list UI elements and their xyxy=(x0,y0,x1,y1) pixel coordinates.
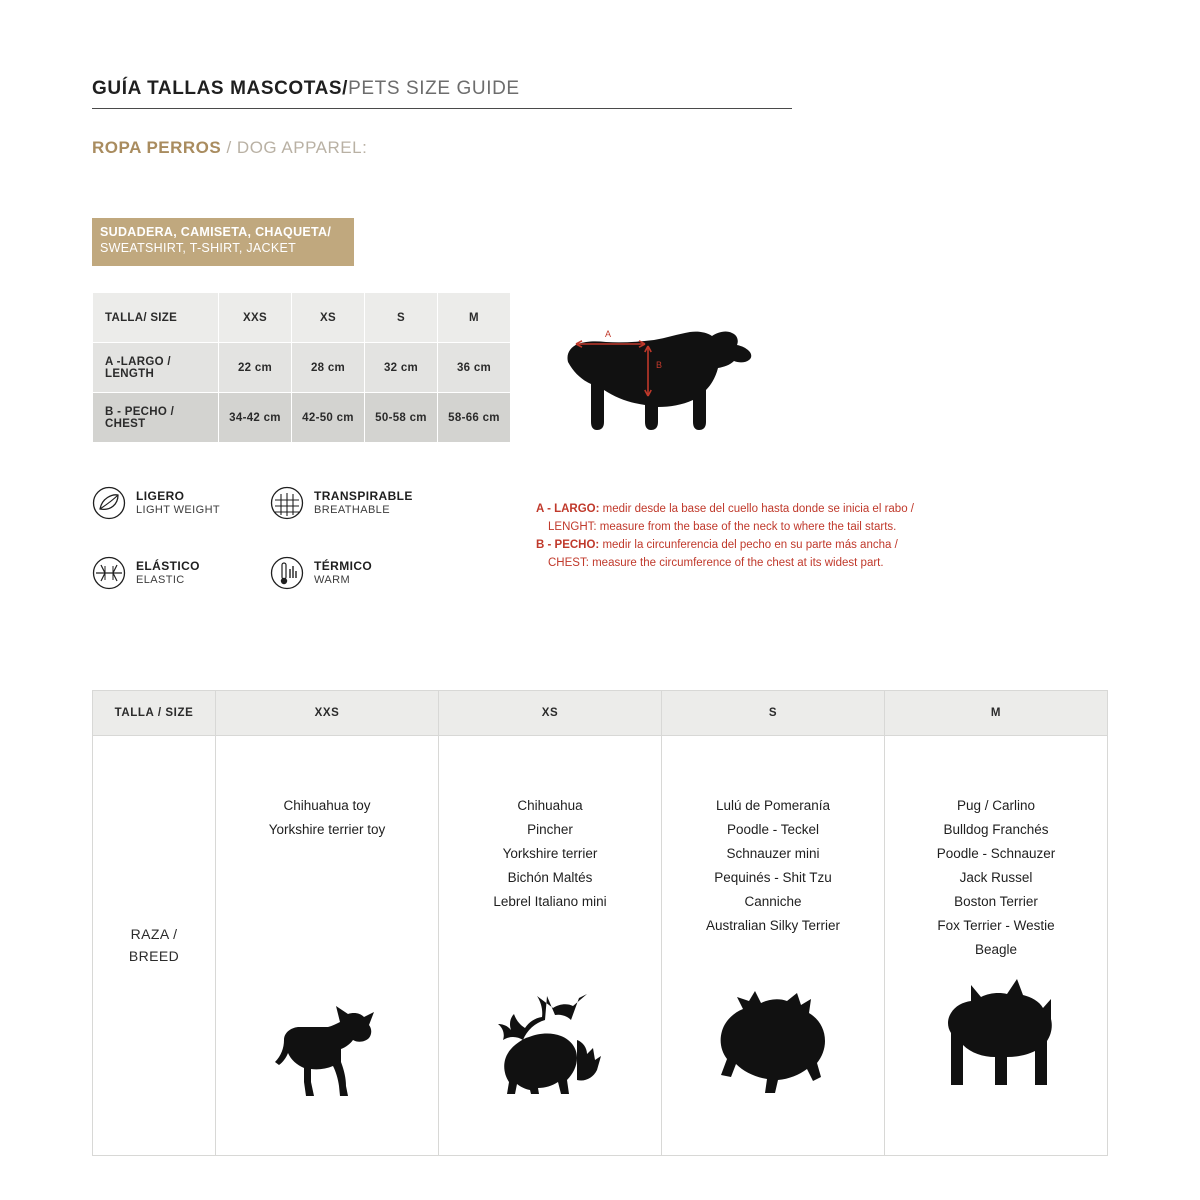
list-item: Yorkshire terrier toy xyxy=(268,822,386,837)
feature-item-breathable xyxy=(270,486,413,520)
measurements-header-m: M xyxy=(438,293,511,343)
instruction-length-term: A - LARGO: xyxy=(536,503,600,515)
list-item: Poodle - Teckel xyxy=(726,822,820,837)
garment-type-banner xyxy=(92,218,354,266)
breed-header-s: S xyxy=(662,691,885,736)
list-item: Poodle - Schnauzer xyxy=(936,846,1056,861)
pomeranian-silhouette xyxy=(663,985,883,1110)
papillon-silhouette xyxy=(440,990,660,1110)
breed-header-m: M xyxy=(885,691,1108,736)
feature-item-warm xyxy=(270,556,372,590)
measurements-length-xxs: 22 cm xyxy=(219,343,292,393)
garment-type-banner-es: SUDADERA, CAMISETA, CHAQUETA/ xyxy=(100,225,332,239)
section-subtitle-en: / DOG APPAREL: xyxy=(221,138,368,157)
measurements-header-label: TALLA/ SIZE xyxy=(93,293,219,343)
measurements-chest-xxs: 34-42 cm xyxy=(219,393,292,443)
list-item: Jack Russel xyxy=(959,870,1033,885)
measurements-length-m: 36 cm xyxy=(438,343,511,393)
table-row xyxy=(93,393,511,443)
measurements-header-s: S xyxy=(365,293,438,343)
feature-label-es: TRANSPIRABLE xyxy=(314,489,413,503)
breed-cell-m xyxy=(885,736,1108,1156)
instruction-length xyxy=(536,500,1006,518)
page-title-es: GUÍA TALLAS MASCOTAS/ xyxy=(92,78,349,99)
list-item: Pequinés - Shit Tzu xyxy=(714,870,832,885)
dog-measurement-diagram xyxy=(530,310,830,460)
table-row xyxy=(93,736,1108,1156)
table-row xyxy=(93,293,511,343)
feature-label-en: BREATHABLE xyxy=(314,504,390,516)
breed-list-xxs xyxy=(217,794,437,842)
list-item: Beagle xyxy=(974,942,1018,957)
dimension-label-a: A xyxy=(604,329,612,339)
measurements-header-xs: XS xyxy=(292,293,365,343)
dimension-label-b: B xyxy=(656,360,663,370)
page-title xyxy=(92,78,792,109)
breed-cell-xs xyxy=(439,736,662,1156)
list-item: Yorkshire terrier xyxy=(502,846,598,861)
measurements-chest-s: 50-58 cm xyxy=(365,393,438,443)
chihuahua-silhouette xyxy=(217,1000,437,1110)
dog-silhouette xyxy=(567,332,751,430)
measurements-length-xs: 28 cm xyxy=(292,343,365,393)
list-item: Pincher xyxy=(527,822,573,837)
elastic-icon xyxy=(92,556,126,590)
measurements-length-s: 32 cm xyxy=(365,343,438,393)
list-item: Bichón Maltés xyxy=(507,870,593,885)
list-item: Lebrel Italiano mini xyxy=(493,894,607,909)
measurements-row-length-label: A -LARGO / LENGTH xyxy=(93,343,219,393)
breed-cell-xxs xyxy=(216,736,439,1156)
breed-table xyxy=(92,690,1108,1156)
section-subtitle-es: ROPA PERROS xyxy=(92,138,222,157)
breed-row-label-line1: RAZA / xyxy=(130,926,178,942)
thermometer-icon xyxy=(270,556,304,590)
list-item: Australian Silky Terrier xyxy=(705,918,841,933)
breed-header-label: TALLA / SIZE xyxy=(93,691,216,736)
breed-list-xs xyxy=(440,794,660,914)
list-item: Schnauzer mini xyxy=(726,846,820,861)
measurements-table xyxy=(92,292,511,443)
breed-list-s xyxy=(663,794,883,938)
feature-label-es: TÉRMICO xyxy=(314,559,373,573)
list-item: Canniche xyxy=(744,894,802,909)
instruction-chest-en: CHEST: measure the circumference of the chest at its widest part. xyxy=(548,557,884,569)
measurement-instructions xyxy=(536,500,1006,572)
table-row xyxy=(93,691,1108,736)
instruction-length-text: medir desde la base del cuello hasta donde se inicia el rabo / xyxy=(599,503,914,515)
breed-cell-s xyxy=(662,736,885,1156)
feature-label-en: LIGHT WEIGHT xyxy=(136,504,221,516)
instruction-chest-term: B - PECHO: xyxy=(536,539,600,551)
list-item: Chihuahua xyxy=(517,798,583,813)
list-item: Fox Terrier - Westie xyxy=(937,918,1055,933)
measurements-row-chest-label: B - PECHO / CHEST xyxy=(93,393,219,443)
feature-label-es: LIGERO xyxy=(136,489,185,503)
page-title-en: PETS SIZE GUIDE xyxy=(348,78,520,99)
measurements-chest-m: 58-66 cm xyxy=(438,393,511,443)
breed-header-xxs: XXS xyxy=(216,691,439,736)
feature-label-en: ELASTIC xyxy=(136,574,185,586)
feature-label-en: WARM xyxy=(314,574,351,586)
measurements-header-xxs: XXS xyxy=(219,293,292,343)
feature-item-light-weight xyxy=(92,486,220,520)
mesh-icon xyxy=(270,486,304,520)
list-item: Pug / Carlino xyxy=(956,798,1036,813)
breed-header-xs: XS xyxy=(439,691,662,736)
leaf-icon xyxy=(92,486,126,520)
garment-type-banner-en: SWEATSHIRT, T-SHIRT, JACKET xyxy=(100,241,297,255)
instruction-length-en: LENGHT: measure from the base of the neck to where the tail starts. xyxy=(548,521,897,533)
measurements-chest-xs: 42-50 cm xyxy=(292,393,365,443)
instruction-chest xyxy=(536,536,1006,554)
breed-row-label-line2: BREED xyxy=(128,948,180,964)
table-row xyxy=(93,343,511,393)
section-subtitle xyxy=(92,138,367,158)
feature-label-es: ELÁSTICO xyxy=(136,559,200,573)
list-item: Lulú de Pomeranía xyxy=(715,798,831,813)
bulldog-silhouette xyxy=(886,975,1106,1110)
list-item: Boston Terrier xyxy=(954,894,1038,909)
feature-item-elastic xyxy=(92,556,200,590)
breed-list-m xyxy=(886,794,1106,962)
breed-row-label xyxy=(93,736,216,1156)
instruction-chest-text: medir la circunferencia del pecho en su parte más ancha / xyxy=(599,539,898,551)
list-item: Bulldog Franchés xyxy=(943,822,1049,837)
list-item: Chihuahua toy xyxy=(283,798,371,813)
